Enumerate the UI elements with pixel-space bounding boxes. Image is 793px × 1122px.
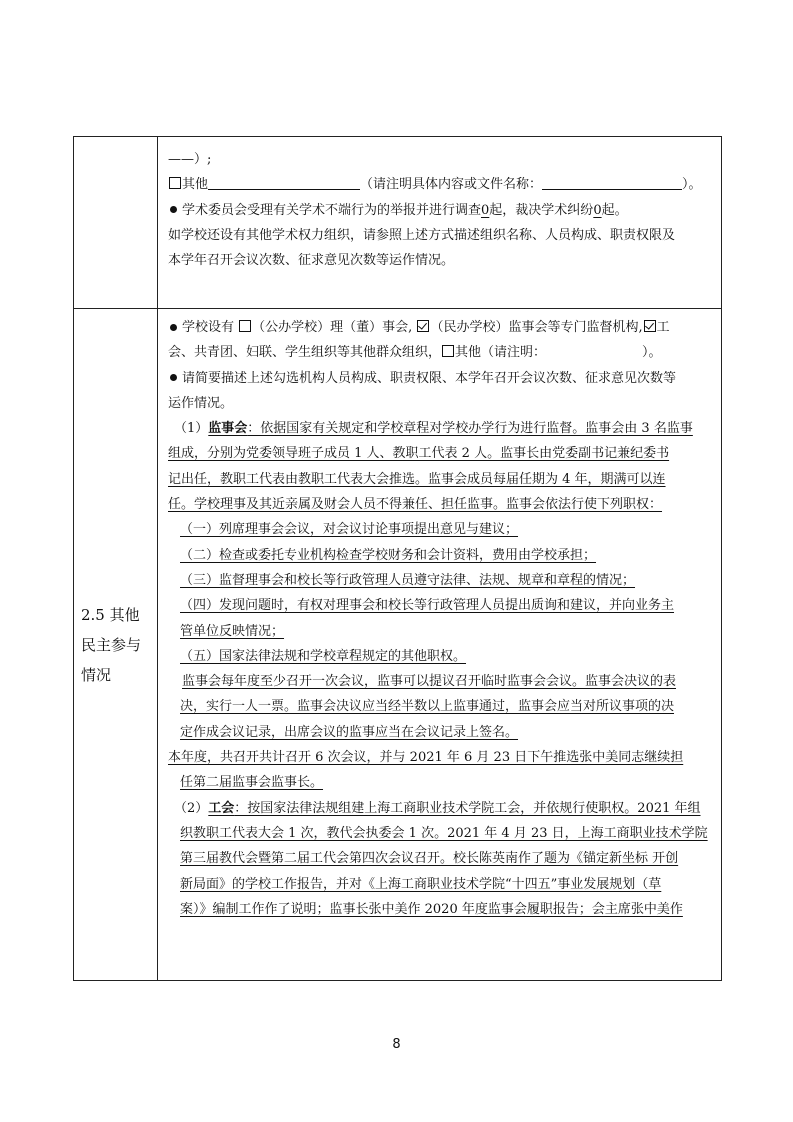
blank-field[interactable] — [208, 176, 360, 190]
bullet-icon — [170, 324, 177, 331]
blank-field[interactable] — [542, 176, 682, 190]
text-line: 本学年召开会议次数、征求意见次数等运作情况。 — [168, 253, 455, 269]
bullet-icon — [170, 374, 177, 381]
body-line: 新局面》的学校工作报告，并对《上海工商职业技术学院“十四五”事业发展规划（草 — [180, 876, 662, 892]
column-divider — [157, 136, 158, 981]
checkbox-public-board[interactable] — [239, 320, 251, 332]
list-item: （四）发现问题时，有权对理事会和校长等行政管理人员提出质询和建议，并向业务主 — [180, 598, 675, 614]
row2-content — [168, 315, 716, 922]
supervisory-heading-line: （1）监事会：依据国家有关规定和学校章程对学校办学行为进行监督。监事会由 3 名监事 — [174, 421, 693, 437]
prompt-line: 请简要描述上述勾选机构人员构成、职责权限、本学年召开会议次数、征求意见次数等 — [168, 366, 716, 391]
body-line: 第三届教代会暨第二届工代会第四次会议召开。校长陈英南作了题为《锚定新坐标 开创 — [180, 851, 679, 867]
section-heading: 工会 — [208, 800, 235, 816]
academic-committee-line: 学术委员会受理有关学术不端行为的举报并进行调查0起，裁决学术纠纷0起。 — [168, 198, 716, 223]
body-line: 决，实行一人一票。监事会决议应当经半数以上监事通过，监事会应当对所议事项的决 — [180, 699, 675, 715]
row-label-line: 2.5 其他 — [81, 606, 140, 624]
table-top-border — [73, 136, 722, 137]
table-bottom-border — [73, 980, 722, 981]
checkbox-other[interactable] — [169, 177, 181, 189]
text-line: ——）; — [168, 152, 212, 167]
body-line: 监事会每年度至少召开一次会议，监事可以提议召开临时监事会会议。监事会决议的表 — [182, 674, 677, 690]
row-label-line: 民主参与 — [81, 636, 142, 654]
body-line: 任第二届监事会监事长。 — [180, 775, 324, 791]
institutions-line: 学校设有 （公办学校）理（董）事会, （民办学校）监事会等专门监督机构, 工 — [168, 315, 716, 340]
institutions-line: 会、共青团、妇联、学生组织等其他群众组织， 其他（请注明： ）。 — [168, 345, 662, 361]
list-item: 管单位反映情况； — [180, 623, 285, 639]
row-label-line: 情况 — [81, 666, 112, 684]
page-number: 8 — [392, 1037, 401, 1052]
body-line: 案）》编制工作作了说明；监事长张中美作 2020 年度监事会履职报告；会主席张中美作 — [180, 901, 683, 917]
list-item: （五）国家法律法规和学校章程规定的其他职权。 — [180, 648, 467, 664]
body-line: 记出任，教职工代表由教职工代表大会推选。监事会成员每届任期为 4 年，期满可以连 — [168, 471, 666, 487]
text-line: 如学校还设有其他学术权力组织，请参照上述方式描述组织名称、人员构成、职责权限及 — [168, 227, 676, 243]
body-line: 组成，分别为党委领导班子成员 1 人、教职工代表 2 人。监事长由党委副书记兼纪委书 — [168, 446, 670, 462]
table-right-border — [721, 136, 722, 981]
body-line: 任。学校理事及其近亲属及财会人员不得兼任、担任监事。监事会依法行使下列职权： — [168, 497, 663, 513]
bullet-icon — [170, 206, 177, 213]
row-divider — [73, 308, 722, 309]
union-heading-line: （2）工会：按国家法律法规组建上海工商职业技术学院工会，并依规行使职权。2021 年组 — [174, 800, 701, 816]
list-item: （一）列席理事会会议，对会议讨论事项提出意见与建议； — [180, 522, 519, 538]
prompt-line: 运作情况。 — [168, 395, 234, 411]
list-item: （三）监督理事会和校长等行政管理人员遵守法律、法规、规章和章程的情况； — [180, 572, 636, 588]
row1-content — [168, 147, 716, 273]
table-left-border — [73, 136, 74, 981]
checkbox-other[interactable] — [442, 345, 454, 357]
checkbox-union[interactable] — [644, 320, 656, 332]
list-item: （二）检查或委托专业机构检查学校财务和会计资料，费用由学校承担； — [180, 547, 597, 563]
section-heading: 监事会 — [208, 421, 248, 437]
body-line: 本年度，共召开共计召开 6 次会议，并与 2021 年 6 月 23 日下午推选张中美同志继续担 — [168, 750, 684, 766]
body-line: 织教职工代表大会 1 次，教代会执委会 1 次。2021 年 4 月 23 日，上海工商职业技术学院 — [180, 825, 708, 841]
row-label — [81, 600, 161, 690]
body-line: 定作成会议记录，出席会议的监事应当在会议记录上签名。 — [180, 724, 519, 740]
checkbox-private-supervisory[interactable] — [417, 320, 429, 332]
document-table — [73, 136, 722, 981]
other-option-line: 其他 （请注明具体内容或文件名称： ）。 — [168, 172, 716, 197]
